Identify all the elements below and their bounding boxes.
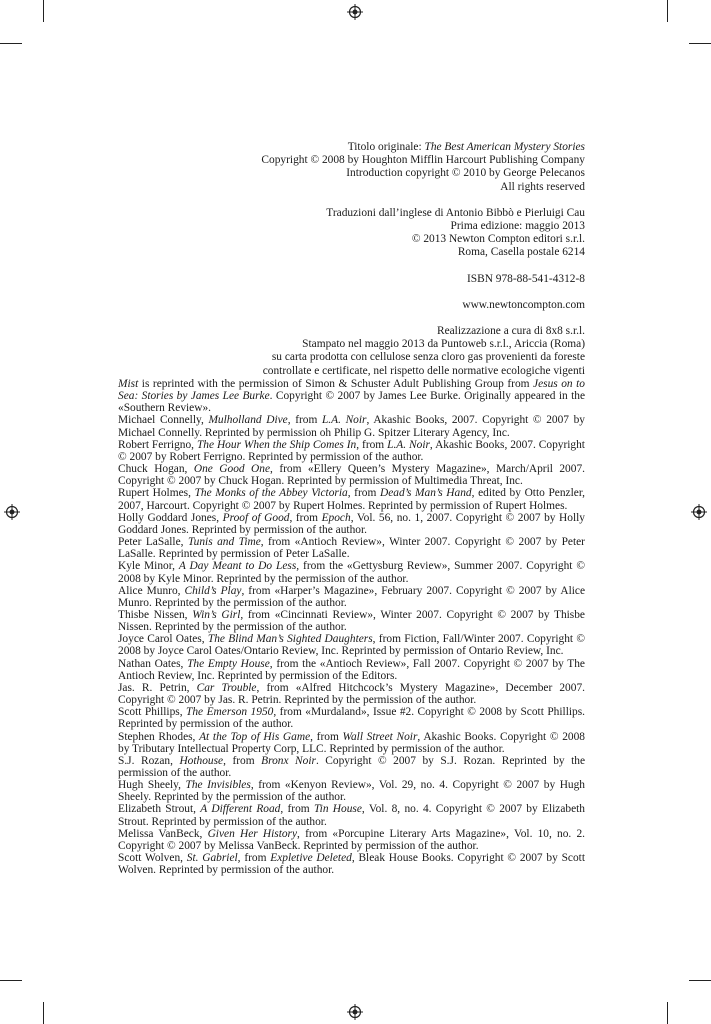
crop-mark-top-left-h [0, 43, 22, 44]
original-title: The Best American Mystery Stories [424, 141, 585, 153]
credits-list [118, 378, 585, 876]
website-line: www.newtoncompton.com [462, 298, 585, 311]
edition-line: Prima edizione: maggio 2013 [450, 220, 585, 233]
imprint-block [118, 141, 585, 378]
credit-item: Chuck Hogan, One Good One, from «Ellery Queen’s Mystery Magazine», March/April 2007. Copyright © 2007 by Chuck Hogan. Reprinted by permission of Multimedia Threat, Inc. [118, 463, 585, 488]
credit-item: Alice Munro, Child’s Play, from «Harper’s Magazine», February 2007. Copyright © 2007 by Alice Munro. Reprinted by the permission of the author. [118, 584, 586, 609]
paper-line-2: controllate e certificate, nel rispetto delle normative ecologiche vigenti [262, 364, 585, 377]
registration-mark-left-icon [4, 504, 20, 520]
credit-item: Melissa VanBeck, Given Her History, from «Porcupine Literary Arts Magazine», Vol. 10, no. 2. Copyright © 2007 by Melissa VanBeck. Reprinted by permission of the author. [118, 827, 586, 852]
crop-mark-bottom-left-h [0, 980, 22, 981]
crop-mark-bottom-right-h [689, 980, 711, 981]
credit-item: Hugh Sheely, The Invisibles, from «Kenyon Review», Vol. 29, no. 4. Copyright © 2007 by Hugh Sheely. Reprinted by the permission of the author. [118, 779, 586, 804]
crop-mark-top-right [667, 0, 668, 22]
credit-item: Michael Connelly, Mulholland Dive, from L.A. Noir, Akashic Books, 2007. Copyright © 2007 by Michael Connelly. Reprinted by permission oh Philip G. Spitzer Literary Agency, Inc. [118, 414, 586, 439]
credit-item: S.J. Rozan, Hothouse, from Bronx Noir. Copyright © 2007 by S.J. Rozan. Reprinted by the permission of the author. [118, 754, 586, 779]
production-line: Realizzazione a cura di 8x8 s.r.l. [436, 325, 585, 338]
credit-item: Scott Phillips, The Emerson 1950, from «Murdaland», Issue #2. Copyright © 2008 by Scott Phillips. Reprinted by permission of the author. [118, 706, 586, 731]
paper-line-1: su carta prodotta con cellulose senza cloro gas provenienti da foreste [271, 351, 585, 364]
original-title-line: Titolo originale: The Best American Mystery Stories [347, 141, 585, 153]
credit-item: Thisbe Nissen, Win’s Girl, from «Cincinnati Review», Winter 2007. Copyright © 2007 by Thisbe Nissen. Reprinted by the permission of the author. [118, 608, 585, 634]
crop-mark-top-left [43, 0, 44, 22]
credit-item: Nathan Oates, The Empty House, from the «Antioch Review», Fall 2007. Copyright © 2007 by The Antioch Review, Inc. Reprinted by permission of the Editors. [118, 657, 585, 682]
printing-line: Stampato nel maggio 2013 da Puntoweb s.r.l., Ariccia (Roma) [302, 338, 585, 351]
credit-item: Jas. R. Petrin, Car Trouble, from «Alfred Hitchcock’s Mystery Magazine», December 2007. Copyright © 2007 by Jas. R. Petrin. Reprinted by the permission of the author. [118, 681, 585, 707]
credit-item: Mist is reprinted with the permission of Simon & Schuster Adult Publishing Group from Jesus on to Sea: Stories by James Lee Burke. Copyright © 2007 by James Lee Burke. Originally appeared in the «Southern Review». [118, 378, 586, 415]
registration-mark-bottom-icon [347, 1004, 363, 1020]
translators-line: Traduzioni dall’inglese di Antonio Bibbò e Pierluigi Cau [326, 206, 585, 219]
registration-mark-right-icon [691, 504, 707, 520]
publisher-copyright-line: © 2013 Newton Compton editori s.r.l. [411, 233, 585, 246]
crop-mark-bottom-right [667, 1002, 668, 1024]
credit-item: Rupert Holmes, The Monks of the Abbey Victoria, from Dead’s Man’s Hand, edited by Otto Penzler, 2007, Harcourt. Copyright © 2007 by Rupert Holmes. Reprinted by permission of Rupert Holmes. [118, 487, 586, 512]
credit-item: Elizabeth Strout, A Different Road, from Tin House, Vol. 8, no. 4. Copyright © 2007 by Elizabeth Strout. Reprinted by permission of the author. [118, 803, 585, 828]
registration-mark-top-icon [347, 4, 363, 20]
crop-mark-top-right-h [689, 43, 711, 44]
credit-item: Joyce Carol Oates, The Blind Man’s Sighted Daughters, from Fiction, Fall/Winter 2007. Copyright © 2008 by Joyce Carol Oates/Ontario Review, Inc. Reprinted by permission of Ontario Review, Inc. [118, 633, 585, 658]
isbn-line: ISBN 978-88-541-4312-8 [466, 272, 585, 285]
address-line: Roma, Casella postale 6214 [457, 246, 585, 259]
credit-item: Peter LaSalle, Tunis and Time, from «Antioch Review», Winter 2007. Copyright © 2007 by Peter LaSalle. Reprinted by permission of Peter LaSalle. [118, 536, 585, 561]
credit-item: Scott Wolven, St. Gabriel, from Expletive Deleted, Bleak House Books. Copyright © 2007 by Scott Wolven. Reprinted by permission of the author. [118, 852, 585, 877]
rights-line: All rights reserved [500, 180, 585, 193]
credit-item: Robert Ferrigno, The Hour When the Ship Comes In, from L.A. Noir, Akashic Books, 2007. Copyright © 2007 by Robert Ferrigno. Reprinted by permission of the author. [118, 438, 585, 463]
credit-item: Kyle Minor, A Day Meant to Do Less, from the «Gettysburg Review», Summer 2007. Copyright © 2008 by Kyle Minor. Reprinted by the permission of the author. [118, 560, 585, 585]
crop-mark-bottom-left [43, 1002, 44, 1024]
copyright-line: Copyright © 2008 by Houghton Mifflin Harcourt Publishing Company [261, 154, 585, 167]
credit-item: Stephen Rhodes, At the Top of His Game, from Wall Street Noir, Akashic Books. Copyright © 2008 by Tributary Intellectual Property Corp, LLC. Reprinted by permission of the author. [118, 730, 585, 755]
introduction-copyright-line: Introduction copyright © 2010 by George Pelecanos [346, 167, 585, 180]
credit-item: Holly Goddard Jones, Proof of Good, from Epoch, Vol. 56, no. 1, 2007. Copyright © 2007 by Holly Goddard Jones. Reprinted by permission of the author. [118, 511, 586, 536]
